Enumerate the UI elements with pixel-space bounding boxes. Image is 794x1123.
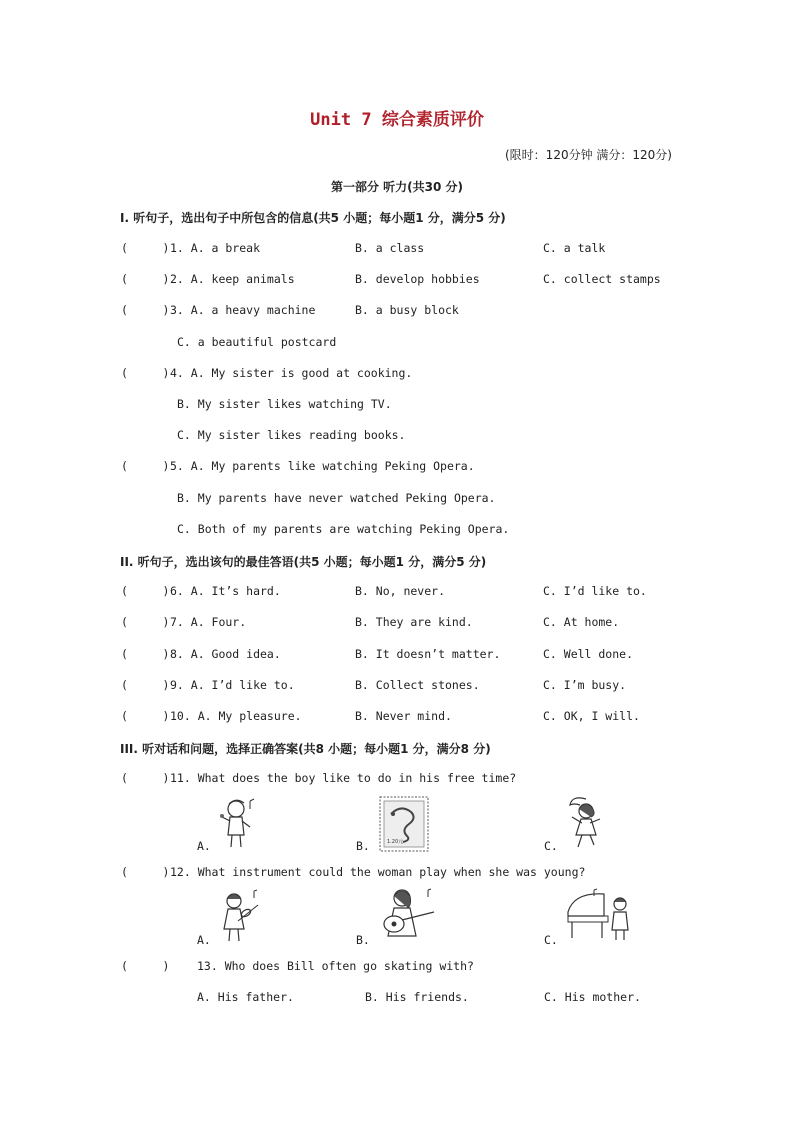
q13-question: 13. Who does Bill often go skating with?	[197, 959, 474, 973]
exam-meta: (限时：120分钟 满分：120分)	[505, 148, 672, 162]
guitar-girl-icon	[374, 884, 438, 944]
q11-question: 11. What does the boy like to do in his free time?	[170, 771, 517, 785]
q10-option-c: C. OK, I will.	[543, 709, 640, 723]
q12-label-b: B.	[356, 933, 370, 947]
answer-blank-2[interactable]: ( )	[121, 272, 170, 286]
section-1-heading: I. 听句子，选出句子中所包含的信息(共5 小题；每小题1 分，满分5 分)	[120, 211, 506, 225]
q5-option-b: B. My parents have never watched Peking Opera.	[177, 491, 496, 505]
answer-blank-3[interactable]: ( )	[121, 303, 170, 317]
q6-option-b: B. No, never.	[355, 584, 446, 598]
q7-option-c: C. At home.	[543, 615, 620, 629]
q13-option-c: C. His mother.	[544, 990, 641, 1004]
q12-question: 12. What instrument could the woman play when she was young?	[170, 865, 586, 879]
answer-blank-11[interactable]: ( )	[121, 771, 170, 785]
q13-option-b: B. His friends.	[365, 990, 469, 1004]
q7-option-a: 7. A. Four.	[170, 615, 247, 629]
q4-option-c: C. My sister likes reading books.	[177, 428, 406, 442]
q7-option-b: B. They are kind.	[355, 615, 473, 629]
q12-label-c: C.	[544, 933, 558, 947]
q2-option-b: B. develop hobbies	[355, 272, 480, 286]
q1-option-c: C. a talk	[543, 241, 606, 255]
singing-boy-icon	[214, 795, 260, 851]
stamp-icon	[379, 796, 429, 852]
stamp-value-text: 1.20元	[387, 839, 404, 845]
q2-option-c: C. collect stamps	[543, 272, 661, 286]
q11-label-c: C.	[544, 839, 558, 853]
q9-option-a: 9. A. I’d like to.	[170, 678, 295, 692]
violin-girl-icon	[212, 887, 262, 945]
section-2-heading: II. 听句子，选出该句的最佳答语(共5 小题；每小题1 分，满分5 分)	[120, 555, 487, 569]
answer-blank-8[interactable]: ( )	[121, 647, 170, 661]
q10-option-b: B. Never mind.	[355, 709, 452, 723]
q9-option-c: C. I’m busy.	[543, 678, 627, 692]
section-3-heading: III. 听对话和问题，选择正确答案(共8 小题；每小题1 分，满分8 分)	[120, 742, 491, 756]
q9-option-b: B. Collect stones.	[355, 678, 480, 692]
answer-blank-6[interactable]: ( )	[121, 584, 170, 598]
q4-option-b: B. My sister likes watching TV.	[177, 397, 392, 411]
answer-blank-10[interactable]: ( )	[121, 709, 170, 723]
q1-option-a: 1. A. a break	[170, 241, 261, 255]
dancing-girl-icon	[564, 795, 608, 851]
q8-option-a: 8. A. Good idea.	[170, 647, 281, 661]
q11-label-a: A.	[197, 839, 211, 853]
q3-option-c: C. a beautiful postcard	[177, 335, 337, 349]
q5-option-a: 5. A. My parents like watching Peking Opera.	[170, 459, 475, 473]
page-title: Unit 7 综合素质评价	[310, 110, 484, 130]
q13-option-a: A. His father.	[197, 990, 294, 1004]
q6-option-a: 6. A. It’s hard.	[170, 584, 281, 598]
part-one-heading: 第一部分 听力(共30 分)	[330, 180, 464, 194]
piano-girl-icon	[564, 886, 636, 944]
answer-blank-12[interactable]: ( )	[121, 865, 170, 879]
q5-option-c: C. Both of my parents are watching Peking Opera.	[177, 522, 510, 536]
q4-option-a: 4. A. My sister is good at cooking.	[170, 366, 413, 380]
q8-option-b: B. It doesn’t matter.	[355, 647, 501, 661]
answer-blank-5[interactable]: ( )	[121, 459, 170, 473]
q12-label-a: A.	[197, 933, 211, 947]
answer-blank-9[interactable]: ( )	[121, 678, 170, 692]
q10-option-a: 10. A. My pleasure.	[170, 709, 302, 723]
q8-option-c: C. Well done.	[543, 647, 634, 661]
answer-blank-1[interactable]: ( )	[121, 241, 170, 255]
answer-blank-4[interactable]: ( )	[121, 366, 170, 380]
answer-blank-7[interactable]: ( )	[121, 615, 170, 629]
answer-blank-13[interactable]: ( )	[121, 959, 170, 973]
q3-option-a: 3. A. a heavy machine	[170, 303, 316, 317]
q6-option-c: C. I’d like to.	[543, 584, 647, 598]
q2-option-a: 2. A. keep animals	[170, 272, 295, 286]
q1-option-b: B. a class	[355, 241, 425, 255]
q3-option-b: B. a busy block	[355, 303, 459, 317]
q11-label-b: B.	[356, 839, 370, 853]
